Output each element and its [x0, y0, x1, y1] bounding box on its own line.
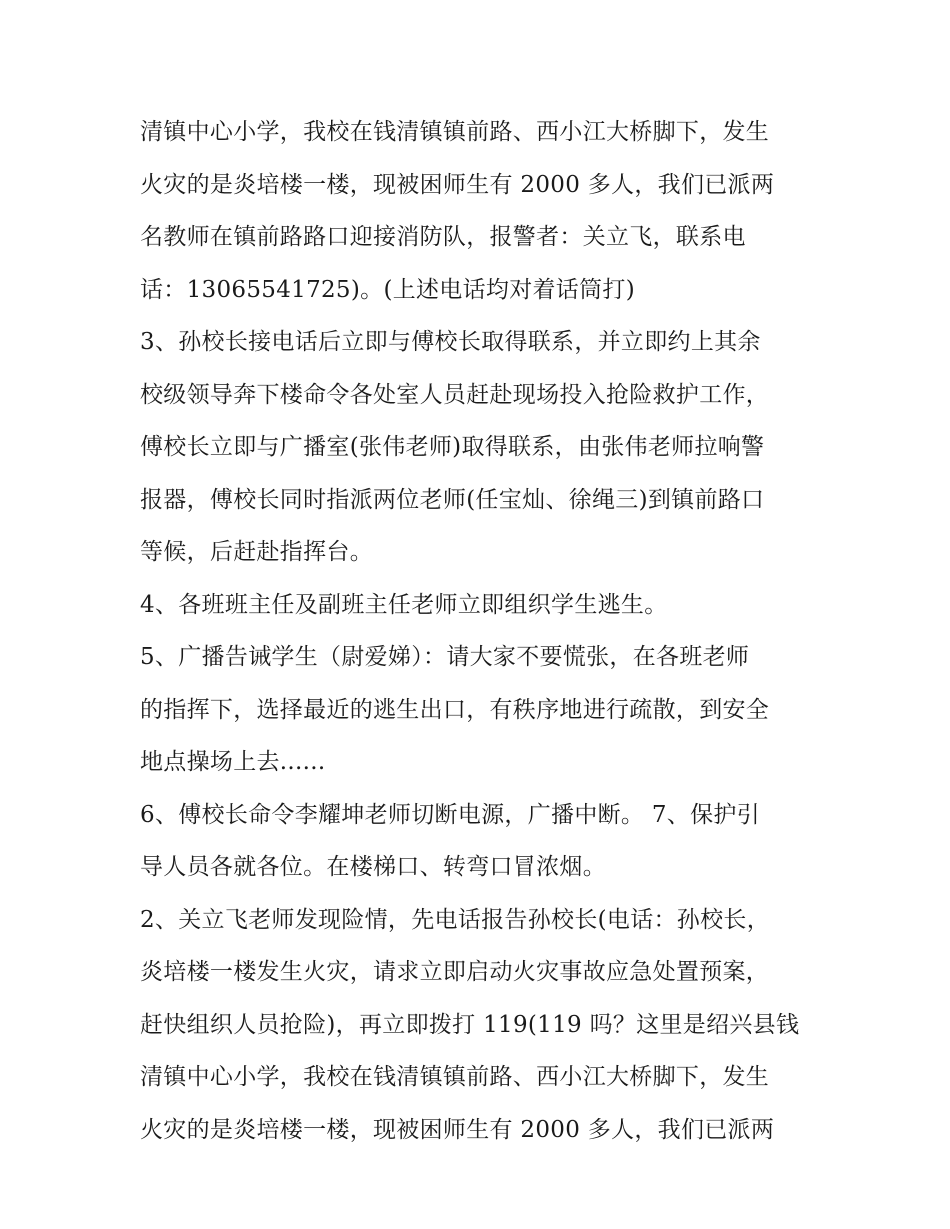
text-line: 炎培楼一楼发生火灾，请求立即启动火灾事故应急处置预案， — [140, 959, 770, 985]
text-line: 地点操场上去...... — [140, 749, 326, 775]
text-line: 话：13065541725)。(上述电话均对着话筒打) — [140, 276, 635, 303]
text-line: 4、各班班主任及副班主任老师立即组织学生逃生。 — [140, 591, 668, 618]
text-line: 清镇中心小学，我校在钱清镇镇前路、西小江大桥脚下，发生 — [140, 119, 770, 145]
text-line: 报器，傅校长同时指派两位老师(任宝灿、徐绳三)到镇前路口 — [140, 486, 765, 513]
text-line: 火灾的是炎培楼一楼，现被困师生有 2000 多人，我们已派两 — [140, 1116, 775, 1143]
text-line: 导人员各就各位。在楼梯口、转弯口冒浓烟。 — [140, 854, 606, 880]
document-body — [140, 106, 820, 1156]
text-line: 2、关立飞老师发现险情，先电话报告孙校长(电话：孙校长， — [140, 906, 771, 933]
text-line: 6、傅校长命令李耀坤老师切断电源，广播中断。 7、保护引 — [140, 801, 760, 828]
text-line: 名教师在镇前路路口迎接消防队，报警者：关立飞，联系电 — [140, 224, 746, 250]
text-line: 傅校长立即与广播室(张伟老师)取得联系，由张伟老师拉响警 — [140, 434, 765, 460]
text-line: 清镇中心小学，我校在钱清镇镇前路、西小江大桥脚下，发生 — [140, 1064, 770, 1090]
text-line: 火灾的是炎培楼一楼，现被困师生有 2000 多人，我们已派两 — [140, 171, 775, 198]
text-line: 校级领导奔下楼命令各处室人员赶赴现场投入抢险救护工作， — [140, 381, 770, 408]
text-line: 赶快组织人员抢险)，再立即拨打 119(119 吗？这里是绍兴县钱 — [140, 1011, 800, 1038]
text-line: 5、广播告诫学生（尉爱娣）：请大家不要慌张，在各班老师 — [140, 644, 750, 670]
text-line: 的指挥下，选择最近的逃生出口，有秩序地进行疏散，到安全 — [140, 696, 770, 723]
text-line: 等候，后赶赴指挥台。 — [140, 539, 373, 565]
text-line: 3、孙校长接电话后立即与傅校长取得联系，并立即约上其余 — [140, 329, 761, 355]
